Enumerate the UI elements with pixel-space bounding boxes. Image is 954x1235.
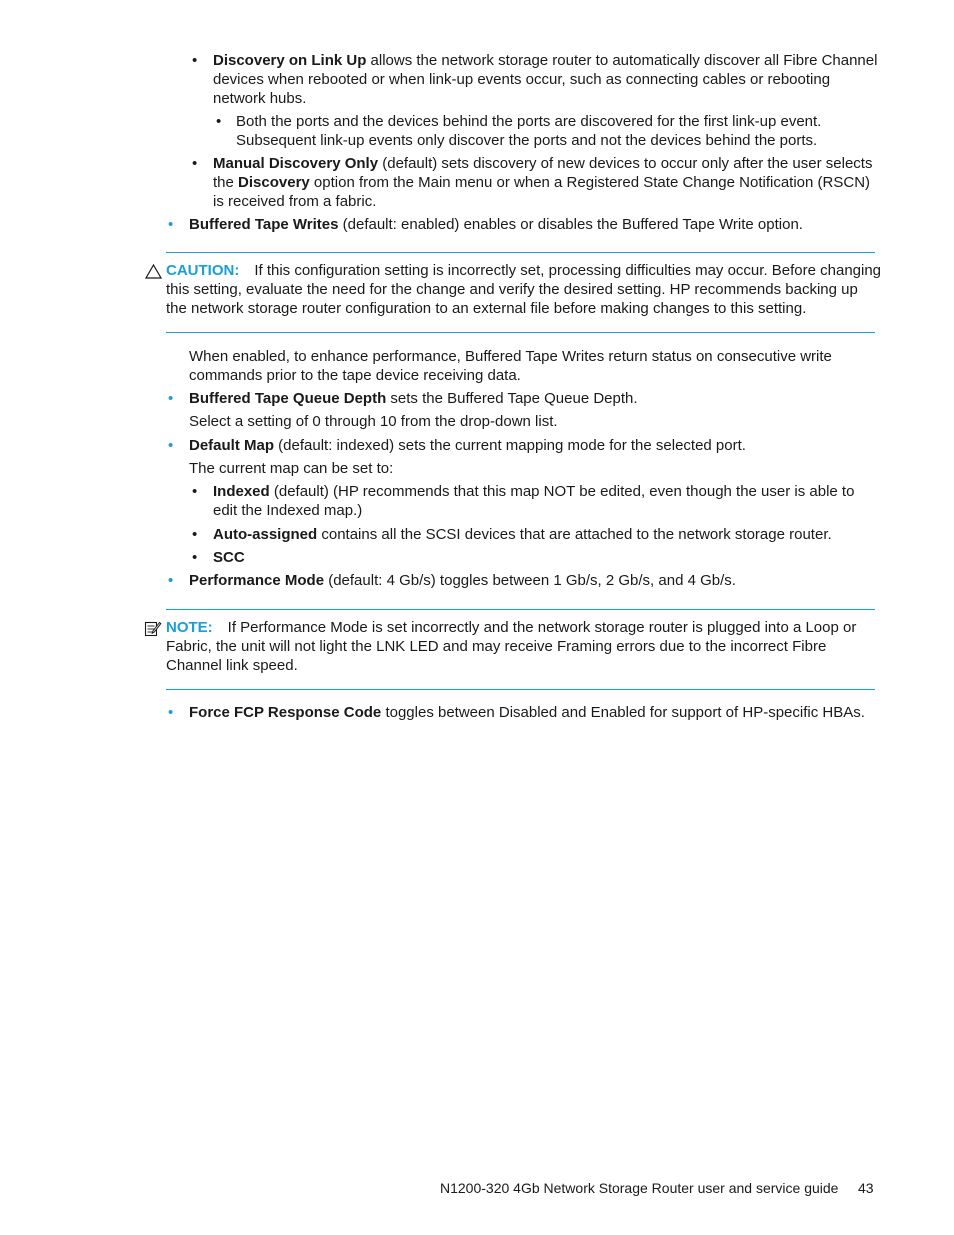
note-bottom-rule (166, 689, 875, 690)
queue-depth-sub: Select a setting of 0 through 10 from the drop-down list. (189, 413, 558, 430)
bullet-dot: • (168, 216, 174, 233)
auto-assigned-term: Auto-assigned (213, 526, 318, 543)
performance-mode-term: Performance Mode (189, 572, 325, 589)
bullet-dot: • (168, 572, 174, 589)
buffered-writes-item (189, 215, 803, 234)
discovery-term: Discovery (238, 174, 310, 191)
performance-mode-item (189, 571, 736, 590)
caution-text: this setting, evaluate the need for the change and verify the desired setting. HP recommends backing up (166, 281, 858, 298)
discovery-link-up-text: allows the network storage router to automatically discover all Fibre Channel (366, 52, 878, 69)
bullet-dot: • (192, 52, 198, 69)
queue-depth-text: sets the Buffered Tape Queue Depth. (386, 390, 638, 407)
footer-title: N1200-320 4Gb Network Storage Router user and service guide (440, 1180, 839, 1196)
discovery-sub-text: Both the ports and the devices behind the ports are discovered for the first link-up event. (236, 113, 822, 130)
force-fcp-text: toggles between Disabled and Enabled for support of HP-specific HBAs. (381, 704, 865, 721)
discovery-link-up-term: Discovery on Link Up (213, 52, 367, 69)
manual-discovery-text: option from the Main menu or when a Registered State Change Notification (RSCN) (309, 174, 871, 191)
indexed-item (213, 482, 854, 520)
discovery-link-up-text: network hubs. (213, 90, 307, 107)
discovery-sub-item (236, 112, 821, 150)
footer (440, 1179, 838, 1198)
indexed-text: (default) (HP recommends that this map NOT be edited, even though the user is able to (269, 483, 855, 500)
discovery-link-up-text: devices when rebooted or when link-up events occur, such as connecting cables or rebooting (213, 71, 831, 88)
bullet-dot: • (192, 155, 198, 172)
bullet-dot: • (192, 526, 198, 543)
caution-block (166, 261, 881, 318)
force-fcp-term: Force FCP Response Code (189, 704, 382, 721)
auto-assigned-text: contains all the SCSI devices that are attached to the network storage router. (317, 526, 832, 543)
force-fcp-item (189, 703, 865, 722)
manual-discovery-text: is received from a fabric. (213, 193, 377, 210)
scc-term: SCC (213, 549, 245, 566)
scc-item (213, 548, 245, 567)
bullet-dot: • (192, 549, 198, 566)
caution-triangle-icon (145, 264, 162, 279)
bullet-dot: • (168, 390, 174, 407)
queue-depth-item (189, 389, 638, 408)
enabled-text: When enabled, to enhance performance, Buffered Tape Writes return status on consecutive write (189, 348, 832, 365)
indexed-term: Indexed (213, 483, 270, 500)
discovery-sub-text: Subsequent link-up events only discover the ports and not the devices behind the ports. (236, 132, 818, 149)
queue-depth-term: Buffered Tape Queue Depth (189, 390, 387, 407)
discovery-link-up-item (213, 51, 877, 108)
auto-assigned-item (213, 525, 832, 544)
caution-text: If this configuration setting is incorrectly set, processing difficulties may occur. Before changing (254, 262, 882, 279)
default-map-item (189, 436, 746, 455)
note-block (166, 618, 856, 675)
default-map-text: (default: indexed) sets the current mapping mode for the selected port. (274, 437, 746, 454)
buffered-writes-term: Buffered Tape Writes (189, 216, 339, 233)
performance-mode-text: (default: 4 Gb/s) toggles between 1 Gb/s, 2 Gb/s, and 4 Gb/s. (324, 572, 736, 589)
note-top-rule (166, 609, 875, 610)
manual-discovery-text: (default) sets discovery of new devices to occur only after the user selects (378, 155, 873, 172)
caution-text: the network storage router configuration to an external file before making changes to this setting. (166, 300, 807, 317)
manual-discovery-text: the (213, 174, 239, 191)
bullet-dot: • (168, 704, 174, 721)
bullet-dot: • (168, 437, 174, 454)
note-text: If Performance Mode is set incorrectly and the network storage router is plugged into a Loop or (227, 619, 857, 636)
caution-top-rule (166, 252, 875, 253)
caution-label: CAUTION: (166, 262, 240, 279)
page-number: 43 (858, 1180, 874, 1196)
note-pad-icon (144, 620, 162, 638)
note-text: Fabric, the unit will not light the LNK LED and may receive Framing errors due to the incorrect Fibre (166, 638, 827, 655)
note-text: Channel link speed. (166, 657, 298, 674)
enabled-paragraph (189, 347, 832, 385)
note-label: NOTE: (166, 619, 213, 636)
buffered-writes-text: (default: enabled) enables or disables the Buffered Tape Write option. (338, 216, 803, 233)
bullet-dot: • (192, 483, 198, 500)
default-map-sub: The current map can be set to: (189, 460, 394, 477)
default-map-term: Default Map (189, 437, 275, 454)
bullet-dot: • (216, 113, 222, 130)
manual-discovery-item (213, 154, 872, 211)
caution-bottom-rule (166, 332, 875, 333)
indexed-text: edit the Indexed map.) (213, 502, 363, 519)
manual-discovery-term: Manual Discovery Only (213, 155, 379, 172)
enabled-text: commands prior to the tape device receiving data. (189, 367, 521, 384)
